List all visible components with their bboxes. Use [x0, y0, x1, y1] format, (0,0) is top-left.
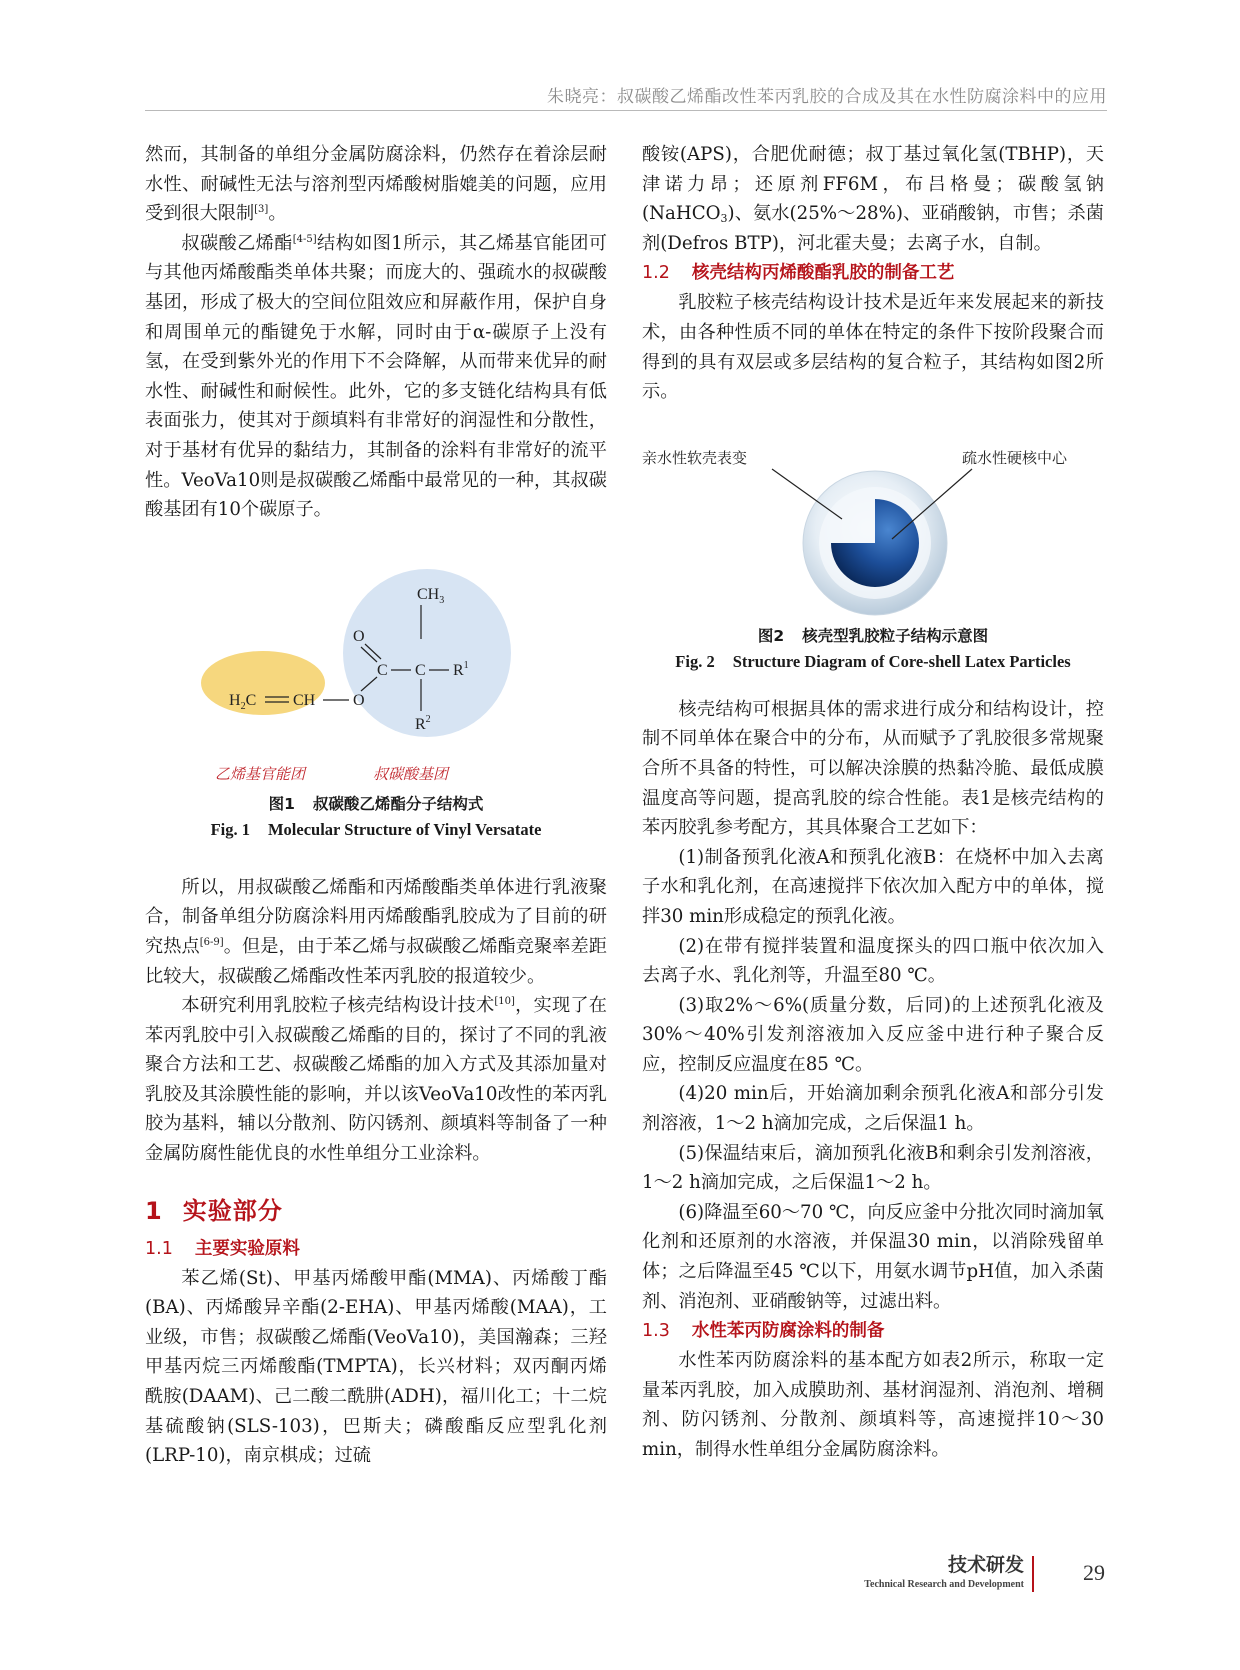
- page-number: 29: [1083, 1560, 1105, 1585]
- header-divider: [145, 110, 1107, 111]
- core-shell-diagram: [642, 429, 1104, 617]
- r2-text: $R^2$: [415, 713, 431, 733]
- molecular-structure-diagram: [145, 561, 607, 791]
- r1-text: $R^1$: [453, 659, 469, 679]
- paragraph: 然而，其制备的单组分金属防腐涂料，仍然存在着涂层耐水性、耐碱性无法与溶剂型丙烯酸树脂媲美的问题，应用受到很大限制[3]。: [145, 144, 607, 225]
- versatate-group-label: 叔碳酸基团: [373, 764, 449, 783]
- section-heading-1-1: 1.1 主要实验原料: [145, 1238, 300, 1259]
- ester-o-text: O: [353, 691, 365, 709]
- left-column: [145, 140, 607, 1471]
- citation[interactable]: [3]: [254, 204, 269, 216]
- procedure-step: (2)在带有搅拌装置和温度探头的四口瓶中依次加入去离子水、乳化剂等，升温至80 ℃。: [642, 935, 1104, 987]
- figure-caption-en: Fig. 2 Structure Diagram of Core-shell Latex Particles: [675, 651, 1071, 671]
- procedure-step: (1)制备预乳化液A和预乳化液B：在烧杯中加入去离子水和乳化剂，在高速搅拌下依次加入配方中的单体，搅拌30 min形成稳定的预乳化液。: [642, 846, 1104, 927]
- paragraph: 酸铵(APS)，合肥优耐德；叔丁基过氧化氢(TBHP)，天津诺力昂；还原剂FF6M，布吕格曼；碳酸氢钠(NaHCO$_3$)、氨水(25%～28%)、亚硝酸钠，市售；杀菌剂(Defros BTP)，河北霍夫曼；去离子水，自制。: [642, 144, 1104, 254]
- procedure-step: (4)20 min后，开始滴加剩余预乳化液A和部分引发剂溶液，1～2 h滴加完成，之后保温1 h。: [642, 1083, 1104, 1135]
- paragraph: 叔碳酸乙烯酯[4-5]结构如图1所示，其乙烯基官能团可与其他丙烯酸酯类单体共聚；而庞大的、强疏水的叔碳酸基团，形成了极大的空间位阻效应和屏蔽作用，保护自身和周围单元的酯键免于水解，同时由于α-碳原子上没有氢，在受到紫外光的作用下不会降解，从而带来优异的耐水性、耐碱性和耐候性。此外，它的多支链化结构具有低表面张力，使其对于颜填料有非常好的润湿性和分散性，对于基材有优异的黏结力，其制备的涂料有非常好的流平性。VeoVa10则是叔碳酸乙烯酯中最常见的一种，其叔碳酸基团有10个碳原子。: [145, 232, 607, 521]
- section-heading-1-2: 1.2 核壳结构丙烯酸酯乳胶的制备工艺: [642, 263, 955, 284]
- citation[interactable]: [10]: [494, 996, 515, 1008]
- footer-divider: [1032, 1556, 1034, 1592]
- paragraph: 本研究利用乳胶粒子核壳结构设计技术[10]，实现了在苯丙乳胶中引入叔碳酸乙烯酯的目的，探讨了不同的乳液聚合方法和工艺、叔碳酸乙烯酯的加入方式及其添加量对乳胶及其涂膜性能的影响，并以该VeoVa10改性的苯丙乳胶为基料，辅以分散剂、防闪锈剂、颜填料等制备了一种金属防腐性能优良的水性单组分工业涂料。: [145, 995, 607, 1165]
- figure-1: [145, 561, 607, 791]
- ch3-text: $CH_3$: [417, 585, 445, 606]
- right-column: [642, 140, 1104, 1465]
- paragraph: 核壳结构可根据具体的需求进行成分和结构设计，控制不同单体在聚合中的分布，从而赋予了乳胶很多常规聚合所不具备的特性，可以解决涂膜的热黏冷脆、最低成膜温度高等问题，提高乳胶的综合性能。表1是核壳结构的苯丙胶乳参考配方，其具体聚合工艺如下：: [642, 698, 1104, 839]
- ch-text: CH: [293, 691, 316, 709]
- citation[interactable]: [4-5]: [292, 233, 317, 245]
- running-header: 朱晓亮：叔碳酸乙烯酯改性苯丙乳胶的合成及其在水性防腐涂料中的应用: [547, 87, 1107, 107]
- figure-caption-en: Fig. 1 Molecular Structure of Vinyl Versatate: [210, 819, 542, 839]
- paragraph: 所以，用叔碳酸乙烯酯和丙烯酸酯类单体进行乳液聚合，制备单组分防腐涂料用丙烯酸酯乳胶成为了目前的研究热点[6-9]。但是，由于苯乙烯与叔碳酸乙烯酯竞聚率差距比较大，叔碳酸乙烯酯改性苯丙乳胶的报道较少。: [145, 876, 607, 987]
- carbon-2-text: C: [415, 661, 426, 679]
- footer-section-zh: 技术研发: [947, 1554, 1024, 1576]
- carbonyl-o-text: O: [353, 627, 365, 645]
- footer-section-en: Technical Research and Development: [864, 1579, 1024, 1590]
- vinyl-group-label: 乙烯基官能团: [215, 764, 306, 783]
- figure-2-caption: [642, 623, 1104, 675]
- figure-caption-zh: 图1 叔碳酸乙烯酯分子结构式: [268, 794, 484, 813]
- footer-section-label: [864, 1550, 1024, 1590]
- carbon-1-text: C: [377, 661, 388, 679]
- section-heading-1: 1 实验部分: [145, 1196, 283, 1225]
- section-heading-1-3: 1.3 水性苯丙防腐涂料的制备: [642, 1321, 885, 1342]
- paragraph: 苯乙烯(St)、甲基丙烯酸甲酯(MMA)、丙烯酸丁酯(BA)、丙烯酸异辛酯(2-EHA)、甲基丙烯酸(MAA)，工业级，市售；叔碳酸乙烯酯(VeoVa10)，美国瀚森；三羟甲基丙烷三丙烯酸酯(TMPTA)，长兴材料；双丙酮丙烯酰胺(DAAM)、己二酸二酰肼(ADH)，福川化工；十二烷基硫酸钠(SLS-103)，巴斯夫；磷酸酯反应型乳化剂(LRP-10)，南京棋成；过硫: [145, 1267, 607, 1467]
- h2c-text: $H_2C$: [229, 691, 257, 712]
- citation[interactable]: [6-9]: [199, 936, 224, 948]
- procedure-step: (3)取2%～6%(质量分数，后同)的上述预乳化液及30%～40%引发剂溶液加入反应釜中进行种子聚合反应，控制反应温度在85 ℃。: [642, 994, 1104, 1075]
- figure-1-caption: [145, 791, 607, 843]
- core-label: 疏水性硬核中心: [962, 448, 1068, 467]
- paragraph: 水性苯丙防腐涂料的基本配方如表2所示，称取一定量苯丙乳胶，加入成膜助剂、基材润湿剂、消泡剂、增稠剂、防闪锈剂、分散剂、颜填料等，高速搅拌10～30 min，制得水性单组分金属防腐涂料。: [642, 1350, 1104, 1460]
- figure-caption-zh: 图2 核壳型乳胶粒子结构示意图: [757, 626, 989, 645]
- procedure-step: (5)保温结束后，滴加预乳化液B和剩余引发剂溶液，1～2 h滴加完成，之后保温1～2 h。: [642, 1142, 1104, 1194]
- shell-label: 亲水性软壳表变: [642, 448, 748, 467]
- paragraph: 乳胶粒子核壳结构设计技术是近年来发展起来的新技术，由各种性质不同的单体在特定的条件下按阶段聚合而得到的具有双层或多层结构的复合粒子，其结构如图2所示。: [642, 292, 1104, 403]
- procedure-step: (6)降温至60～70 ℃，向反应釜中分批次同时滴加氧化剂和还原剂的水溶液，并保温30 min，以消除残留单体；之后降温至45 ℃以下，用氨水调节pH值，加入杀菌剂、消泡剂、亚硝酸钠等，过滤出料。: [642, 1201, 1104, 1312]
- figure-2: [642, 429, 1104, 617]
